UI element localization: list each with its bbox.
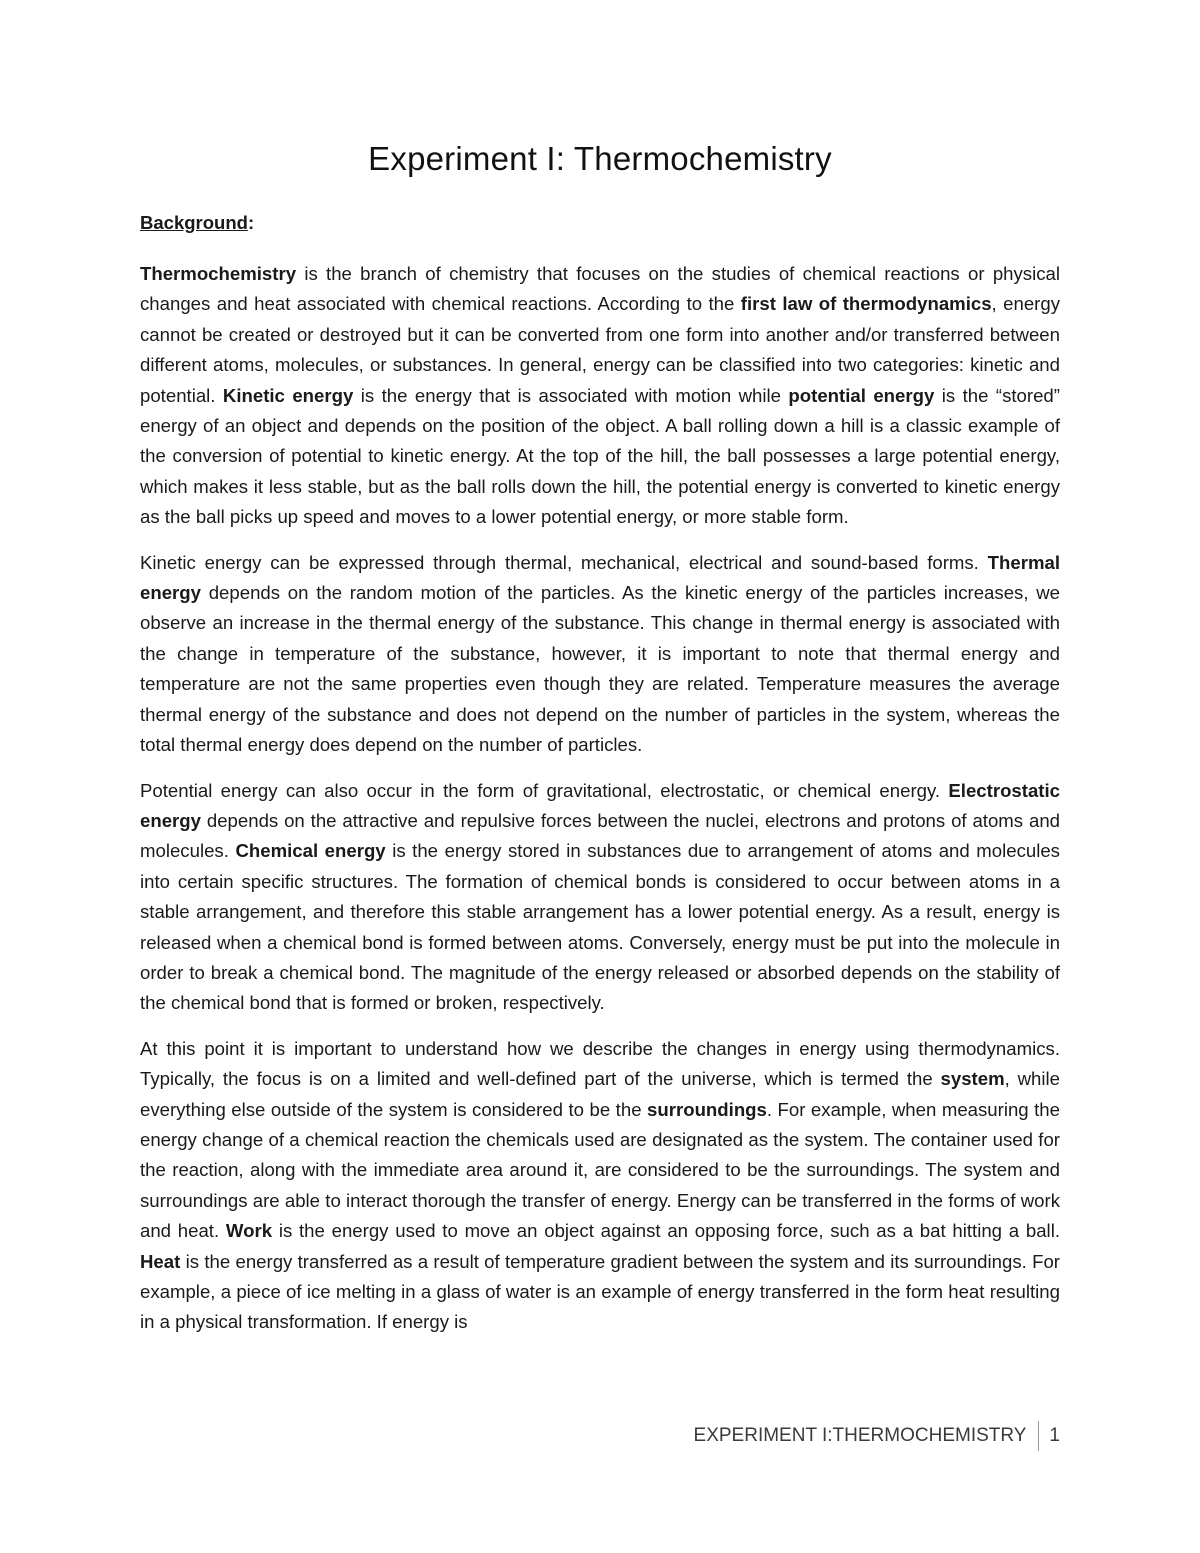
page-number: 1	[1049, 1425, 1060, 1446]
text-bold: Thermal energy	[140, 551, 1060, 604]
text-span: At this point it is important to understand how we describe the changes in energy using thermodynamics. Typically, the focus is on a limited and well-defined part of the universe, which is termed the	[140, 1037, 1060, 1090]
page-footer	[694, 1421, 1060, 1451]
text-bold: system	[940, 1068, 1005, 1090]
section-heading-text: Background	[140, 212, 248, 233]
text-span: is the energy that is associated with motion while	[353, 384, 789, 406]
text-span: . For example, when measuring the energy change of a chemical reaction the chemicals used are designated as the system. The container used for the reaction, along with the immediate area around it, are considered to be the surroundings. The system and surroundings are able to interact thorough the transfer of energy. Energy can be transferred in the forms of work and heat.	[140, 1098, 1060, 1242]
text-span: depends on the attractive and repulsive forces between the nuclei, electrons and protons of atoms and molecules.	[140, 809, 1060, 862]
running-title: EXPERIMENT I:THERMOCHEMISTRY	[693, 1425, 1027, 1446]
text-bold: Work	[225, 1220, 273, 1242]
paragraph-4	[140, 1034, 1060, 1338]
section-heading	[140, 212, 254, 234]
text-bold: Chemical energy	[235, 840, 386, 862]
text-span: is the energy transferred as a result of temperature gradient between the system and its surroundings. For example, a piece of ice melting in a glass of water is an example of energy transferred in the form heat resulting in a physical transformation. If energy is	[140, 1250, 1060, 1333]
body-text	[140, 259, 1060, 1353]
page-title: Experiment I: Thermochemistry	[368, 140, 832, 177]
text-span: is the “stored” energy of an object and depends on the position of the object. A ball rolling down a hill is a classic example of the conversion of potential to kinetic energy. At the top of the hill, the ball possesses a large potential energy, which makes it less stable, but as the ball rolls down the hill, the potential energy is converted to kinetic energy as the ball picks up speed and moves to a lower potential energy, or more stable form.	[140, 384, 1060, 528]
text-span: , while everything else outside of the system is considered to be the	[140, 1068, 1060, 1120]
text-bold: surroundings	[647, 1098, 767, 1120]
text-span: , energy cannot be created or destroyed but it can be converted from one form into another and/or transferred between different atoms, molecules, or substances. In general, energy can be classified into two categories: kinetic and potential.	[140, 293, 1060, 406]
paragraph-3	[140, 776, 1060, 1019]
footer-divider	[1038, 1421, 1039, 1451]
text-bold: potential energy	[788, 384, 935, 406]
paragraph-2	[140, 548, 1060, 761]
text-span: is the branch of chemistry that focuses on the studies of chemical reactions or physical changes and heat associated with chemical reactions. According to the	[140, 263, 1060, 315]
text-span: is the energy used to move an object against an opposing force, such as a bat hitting a ball.	[272, 1220, 1060, 1242]
text-span: Kinetic energy can be expressed through thermal, mechanical, electrical and sound-based forms.	[140, 551, 988, 573]
text-span: depends on the random motion of the particles. As the kinetic energy of the particles increases, we observe an increase in the thermal energy of the substance. This change in thermal energy is associated with the change in temperature of the substance, however, it is important to note that thermal energy and temperature are not the same properties even though they are related. Temperature measures the average thermal energy of the substance and does not depend on the number of particles in the system, whereas the total thermal energy does depend on the number of particles.	[140, 582, 1060, 756]
text-bold: Thermochemistry	[140, 263, 297, 284]
text-bold: Heat	[140, 1250, 181, 1272]
text-bold: Electrostatic energy	[140, 779, 1060, 831]
paragraph-1	[140, 259, 1060, 533]
text-span: Potential energy can also occur in the form of gravitational, electrostatic, or chemical energy.	[140, 779, 949, 801]
text-bold: Kinetic energy	[222, 384, 354, 406]
text-span: is the energy stored in substances due to arrangement of atoms and molecules into certain specific structures. The formation of chemical bonds is considered to occur between atoms in a stable arrangement, and therefore this stable arrangement has a lower potential energy. As a result, energy is released when a chemical bond is formed between atoms. Conversely, energy must be put into the molecule in order to break a chemical bond. The magnitude of the energy released or absorbed depends on the stability of the chemical bond that is formed or broken, respectively.	[140, 840, 1060, 1014]
text-bold: first law of thermodynamics	[740, 293, 992, 315]
section-heading-colon: :	[247, 212, 255, 233]
